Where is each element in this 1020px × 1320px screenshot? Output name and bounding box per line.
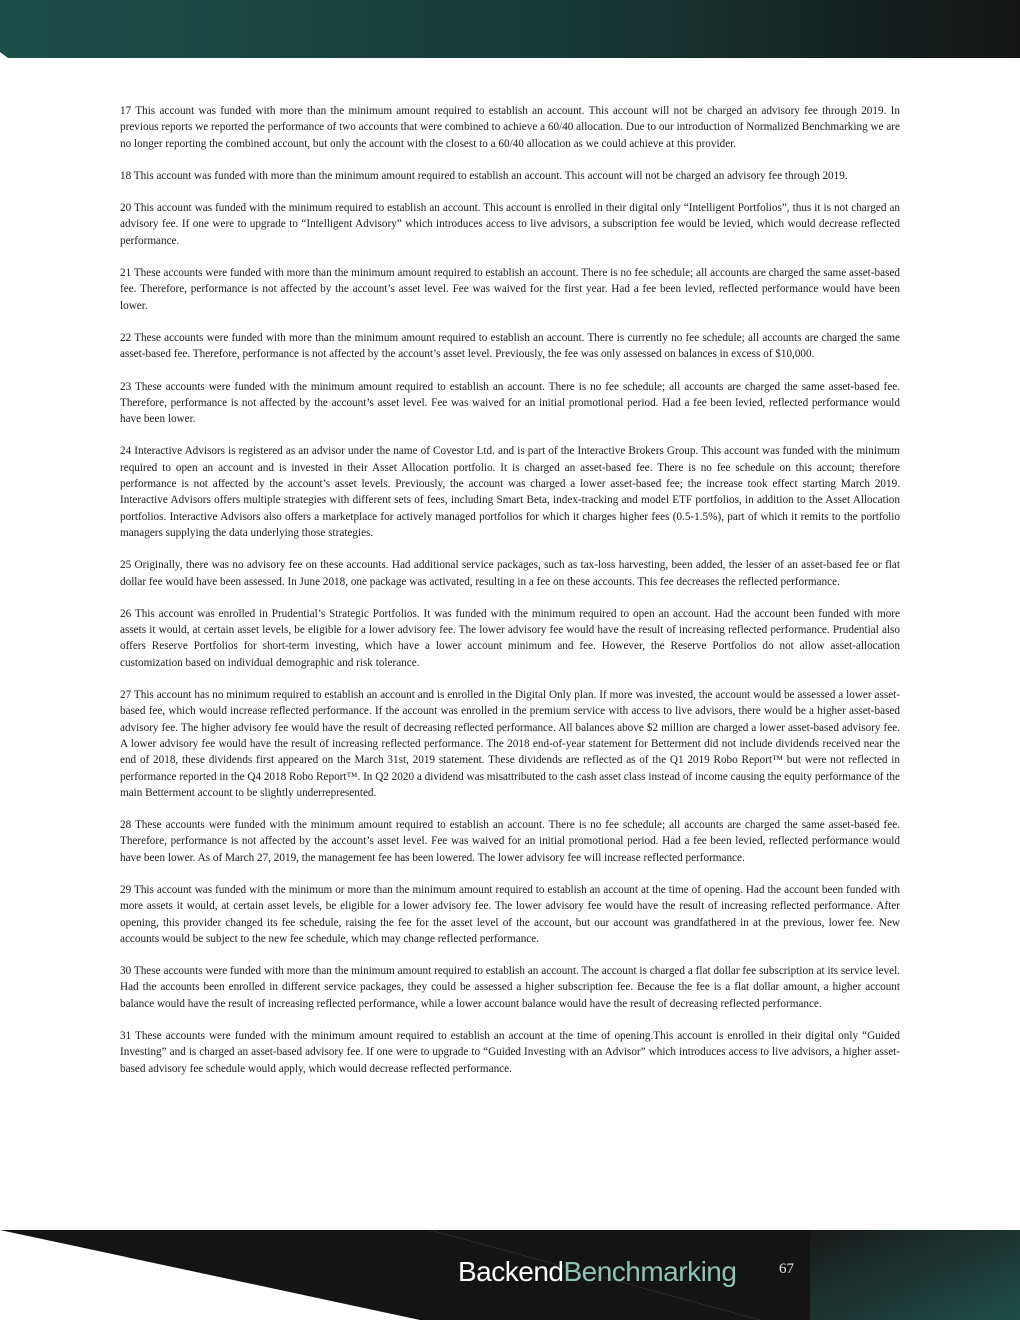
footnote-21: 21 These accounts were funded with more than the minimum amount required to establish an account. There is no fee schedule; all accounts are charged the same asset-based fee. Therefore, performance is not affected by the account’s asset level. Fee was waived for the first year. Had a fee been levied, reflected performance would have been lower. xyxy=(120,267,900,312)
footnote-26: 26 This account was enrolled in Prudential’s Strategic Portfolios. It was funded with the minimum required to open an account. Had the account been funded with more assets it would, at certain asset levels, be eligible for a lower advisory fee. The lower advisory fee would have the result of increasing reflected performance. Prudential also offers Reserve Portfolios for short-term investing, which have a lower account minimum and fee. However, the Reserve Portfolios do not allow asset-allocation customization based on individual demographic and risk tolerance. xyxy=(120,607,900,669)
footnote-17: 17 This account was funded with more than the minimum amount required to establish an account. This account will not be charged an advisory fee through 2019. In previous reports we reported the performance of two accounts that were combined to achieve a 60/40 allocation. Due to our introduction of Normalized Benchmarking we are no longer reporting the combined account, but only the account with the closest to a 60/40 allocation as we could achieve at this provider. xyxy=(120,105,900,150)
footnote-25: 25 Originally, there was no advisory fee on these accounts. Had additional service packages, such as tax-loss harvesting, been added, the lesser of an asset-based fee or flat dollar fee would have been assessed. In June 2018, one package was activated, resulting in a fee on these accounts. This fee decreases the reflected performance. xyxy=(120,559,900,588)
footnote-23: 23 These accounts were funded with the minimum amount required to establish an account. There is no fee schedule; all accounts are charged the same asset-based fee. Therefore, performance is not affected by the account’s asset level. Fee was waived for an initial promotional period. Had a fee been levied, reflected performance would have been lower. xyxy=(120,380,900,426)
page-number: 67 xyxy=(779,1261,794,1277)
footnote-27: 27 This account has no minimum required to establish an account and is enrolled in the Digital Only plan. If more was invested, the account would be assessed a lower asset-based fee, which would increase reflected performance. If the account was enrolled in the premium service with access to live advisors, there would be a higher asset-based advisory fee. The higher advisory fee would have the result of decreasing reflected performance. All balances above $2 million are charged a lower asset-based advisory fee. A lower advisory fee would have the result of increasing reflected performance. The 2018 end-of-year statement for Betterment did not include dividends received near the end of 2018, these dividends first appeared on the March 31st, 2019 statement. These dividends are reflected as of the Q1 2019 Robo Report™ but were not reflected in performance reported in the Q4 2018 Robo Report™. In Q2 2020 a dividend was misattributed to the cash asset class instead of income causing the equity performance of the main Betterment account to be slightly underrepresented. xyxy=(120,689,900,799)
footnote-31: 31 These accounts were funded with the minimum amount required to establish an account at the time of opening.This account is enrolled in their digital only “Guided Investing” and is charged an asset-based advisory fee. If one were to upgrade to “Guided Investing with an Advisor” which introduces access to live advisors, a higher asset-based advisory fee schedule would apply, which would decrease reflected performance. xyxy=(120,1030,900,1075)
footnote-24: 24 Interactive Advisors is registered as an advisor under the name of Covestor Ltd. and is part of the Interactive Brokers Group. This account was funded with the minimum required to open an account and is invested in their Asset Allocation portfolio. It is charged an asset-based fee. There is no fee schedule on this account; therefore performance is not affected by the account’s asset levels. Previously, the account was charged a lower asset-based fee; the increase took effect starting March 2019. Interactive Advisors offers multiple strategies with different sets of fees, including Smart Beta, index-tracking and model ETF portfolios, in addition to the Asset Allocation portfolios. Interactive Advisors also offers a marketplace for actively managed portfolios for which it charges higher fees (0.5-1.5%), part of which it remits to the portfolio managers supplying the data underlying those strategies. xyxy=(120,445,900,539)
footnote-28: 28 These accounts were funded with the minimum amount required to establish an account. There is no fee schedule; all accounts are charged the same asset-based fee. Therefore, performance is not affected by the account’s asset level. Fee was waived for an initial promotional period. Had a fee been levied, reflected performance would have been lower. As of March 27, 2019, the management fee has been lowered. The lower advisory fee will increase reflected performance. xyxy=(120,819,900,864)
footnote-22: 22 These accounts were funded with more than the minimum amount required to establish an account. There is currently no fee schedule; all accounts are charged the same asset-based fee. Therefore, performance is not affected by the account’s asset level. Previously, the fee was only assessed on balances in excess of $10,000. xyxy=(120,331,900,361)
footnote-18: 18 This account was funded with more than the minimum amount required to establish an account. This account will not be charged an advisory fee through 2019. xyxy=(120,169,848,182)
header-band xyxy=(0,0,1020,62)
logo-word-benchmarking: Benchmarking xyxy=(563,1256,737,1287)
brand-logo xyxy=(458,1256,736,1288)
footnote-20: 20 This account was funded with the minimum required to establish an account. This account is enrolled in their digital only “Intelligent Portfolios”, thus it is not charged an advisory fee. If one were to upgrade to “Intelligent Advisory” which introduces access to live advisors, a subscription fee would be levied, which would decrease reflected performance. xyxy=(120,202,900,247)
footnote-30: 30 These accounts were funded with more than the minimum amount required to establish an account. The account is charged a flat dollar fee subscription at its service level. Had the accounts been enrolled in different service packages, they could be assessed a higher subscription fee. Because the fee is a flat dollar amount, a higher account balance would have the result of increasing reflected performance, while a lower account balance would have the result of decreasing reflected performance. xyxy=(120,965,900,1010)
logo-word-backend: Backend xyxy=(458,1256,564,1287)
footnote-29: 29 This account was funded with the minimum or more than the minimum amount required to establish an account at the time of opening. Had the account been funded with more assets it would, at certain asset levels, be eligible for a lower advisory fee. The lower advisory fee would have the result of increasing reflected performance. After opening, this provider changed its fee schedule, raising the fee for the asset level of the account, but our account was grandfathered in at the previous, lower fee. New accounts would be subject to the new fee schedule, which may change reflected performance. xyxy=(120,883,900,945)
footnotes-list xyxy=(120,103,900,1093)
